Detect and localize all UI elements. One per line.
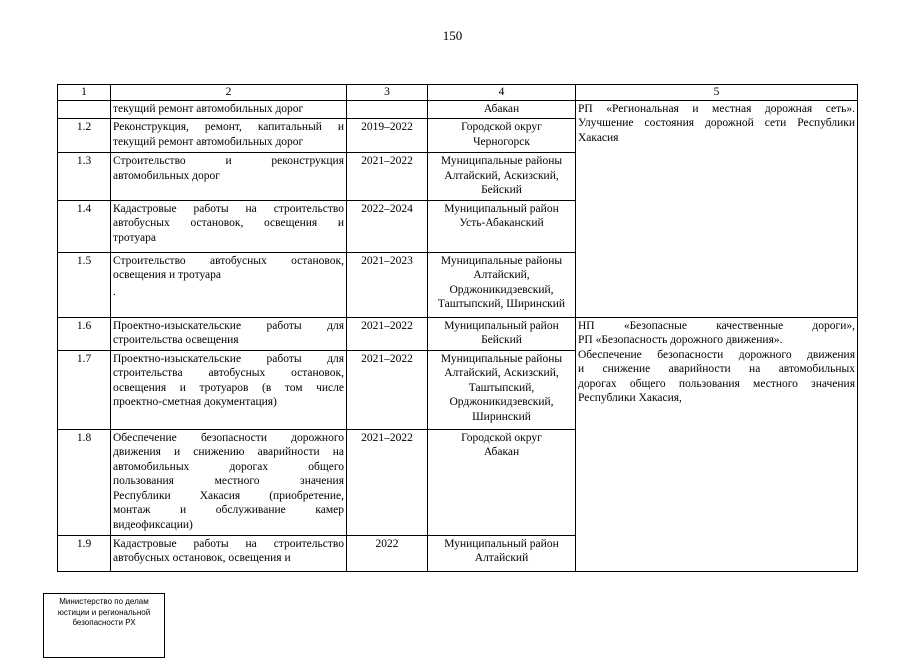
cell-line: Алтайский, Аскизский, [444, 169, 559, 182]
cell-line: Ширинский [472, 410, 531, 423]
location [428, 153, 576, 201]
cell-line: движения и снижению аварийности на [113, 446, 344, 458]
header-col-4: 4 [428, 85, 576, 101]
implementation-period: 2021–2022 [347, 429, 428, 535]
location [428, 200, 576, 252]
cell-line: РП «Региональная и местная дорожная сеть». [578, 102, 855, 115]
item-number [58, 100, 111, 119]
implementation-period: 2022 [347, 535, 428, 571]
header-col-1: 1 [58, 85, 111, 101]
page-number: 150 [442, 28, 463, 43]
location [428, 100, 576, 119]
measure-description [111, 100, 347, 119]
cell-line: Республики Хакасия (приобретение, [113, 489, 344, 502]
cell-line: Черногорск [473, 135, 530, 148]
implementation-period [347, 100, 428, 119]
cell-line: монтаж и обслуживание камер [113, 504, 344, 516]
cell-line: Муниципальные районы [440, 254, 563, 267]
location [428, 429, 576, 535]
cell-line: Таштыпский, Ширинский [437, 298, 566, 310]
measure-description [111, 429, 347, 535]
cell-line: освещения и тротуаров (в том числе [113, 381, 344, 394]
measure-description [111, 119, 347, 153]
cell-line: Алтайский, [473, 269, 530, 281]
cell-line: Алтайский, Аскизский, [444, 367, 559, 379]
cell-line: строительства автобусных остановок, [113, 367, 344, 379]
item-number: 1.8 [58, 429, 111, 535]
measure-description [111, 252, 347, 317]
stray-mark: . [113, 285, 116, 298]
cell-line: Городской округ [461, 121, 542, 133]
implementation-period: 2021–2022 [347, 350, 428, 429]
cell-line: Обеспечение безопасности дорожного движения [578, 348, 855, 361]
cell-line: текущий ремонт автомобильных дорог [113, 135, 304, 148]
cell-line: Хакасия [578, 131, 619, 144]
cell-line: Алтайский [474, 552, 529, 564]
cell-line: Абакан [483, 102, 520, 115]
cell-line: тротуара [113, 231, 156, 244]
item-number: 1.5 [58, 252, 111, 317]
item-number: 1.7 [58, 350, 111, 429]
program-reference-group-2 [576, 317, 858, 571]
cell-line: Орджоникидзевский, [449, 283, 554, 296]
cell-line: НП «Безопасные качественные дороги», [578, 319, 855, 332]
cell-line: Муниципальные районы [440, 155, 563, 167]
implementation-period: 2021–2023 [347, 252, 428, 317]
program-reference-group-1 [576, 100, 858, 317]
implementation-period: 2021–2022 [347, 153, 428, 201]
item-number: 1.2 [58, 119, 111, 153]
cell-line: Орджоникидзевский, [449, 396, 554, 408]
cell-line: Проектно-изыскательские работы для [113, 352, 344, 365]
item-number: 1.9 [58, 535, 111, 571]
cell-line: Городской округ [461, 431, 542, 444]
measure-description [111, 317, 347, 350]
header-row [58, 85, 858, 101]
implementation-period: 2021–2022 [347, 317, 428, 350]
cell-line: дорогах общего пользования местного значения [578, 377, 855, 390]
item-number: 1.4 [58, 200, 111, 252]
implementation-period: 2019–2022 [347, 119, 428, 153]
cell-line: Строительство и реконструкция [113, 155, 344, 167]
cell-line: освещения и тротуара [113, 269, 222, 281]
measure-description [111, 153, 347, 201]
stamp-line: безопасности РХ [72, 618, 136, 627]
cell-line: автобусных остановок, освещения и [113, 217, 344, 229]
item-number: 1.3 [58, 153, 111, 201]
header-col-2: 2 [111, 85, 347, 101]
cell-line: Республики Хакасия, [578, 392, 682, 404]
cell-line: Усть-Абаканский [459, 217, 544, 229]
cell-line: автомобильных дорог [113, 169, 220, 182]
location [428, 119, 576, 153]
cell-line: Абакан [483, 446, 520, 458]
header-col-3: 3 [347, 85, 428, 101]
cell-line: и снижение аварийности на автомобильных [578, 363, 855, 375]
cell-line: строительства освещения [113, 334, 239, 346]
item-number: 1.6 [58, 317, 111, 350]
cell-line: Муниципальные районы [440, 352, 563, 365]
cell-line: пользования местного значения [113, 475, 344, 487]
cell-line: автомобильных дорогах общего [113, 460, 344, 473]
stamp-line: Министерство по делам [59, 597, 149, 606]
cell-line: Муниципальный район [444, 202, 559, 215]
measure-description [111, 200, 347, 252]
cell-line: РП «Безопасность дорожного движения». [578, 334, 783, 346]
cell-line: Улучшение состояния дорожной сети Республики [578, 117, 855, 129]
cell-line: Муниципальный район [444, 319, 559, 332]
cell-line: Бейский [481, 334, 522, 346]
cell-line: Проектно-изыскательские работы для [113, 319, 344, 332]
cell-line: Бейский [481, 184, 522, 196]
project-names [578, 319, 855, 348]
cell-line: Кадастровые работы на строительство [113, 202, 344, 215]
stamp-line: юстиции и региональной [57, 607, 151, 617]
cell-line: Муниципальный район [444, 537, 559, 550]
cell-line: автобусных остановок, освещения и [113, 552, 291, 564]
measures-table [57, 84, 858, 572]
cell-line: видеофиксации) [113, 518, 193, 531]
implementation-period: 2022–2024 [347, 200, 428, 252]
table-row [58, 100, 858, 119]
header-col-5: 5 [576, 85, 858, 101]
measure-description [111, 535, 347, 571]
location [428, 535, 576, 571]
cell-line: Кадастровые работы на строительство [113, 537, 344, 550]
project-goal [578, 348, 855, 406]
location [428, 350, 576, 429]
cell-line: текущий ремонт автомобильных дорог [113, 102, 304, 115]
location [428, 252, 576, 317]
cell-line: Таштыпский, [468, 381, 535, 394]
cell-line: Реконструкция, ремонт, капитальный и [113, 121, 344, 133]
location [428, 317, 576, 350]
table-row [58, 317, 858, 350]
ministry-stamp [43, 593, 165, 658]
cell-line: проектно-сметная документация) [113, 396, 277, 408]
measure-description [111, 350, 347, 429]
cell-line: Строительство автобусных остановок, [113, 254, 344, 267]
cell-line: Обеспечение безопасности дорожного [113, 431, 344, 444]
